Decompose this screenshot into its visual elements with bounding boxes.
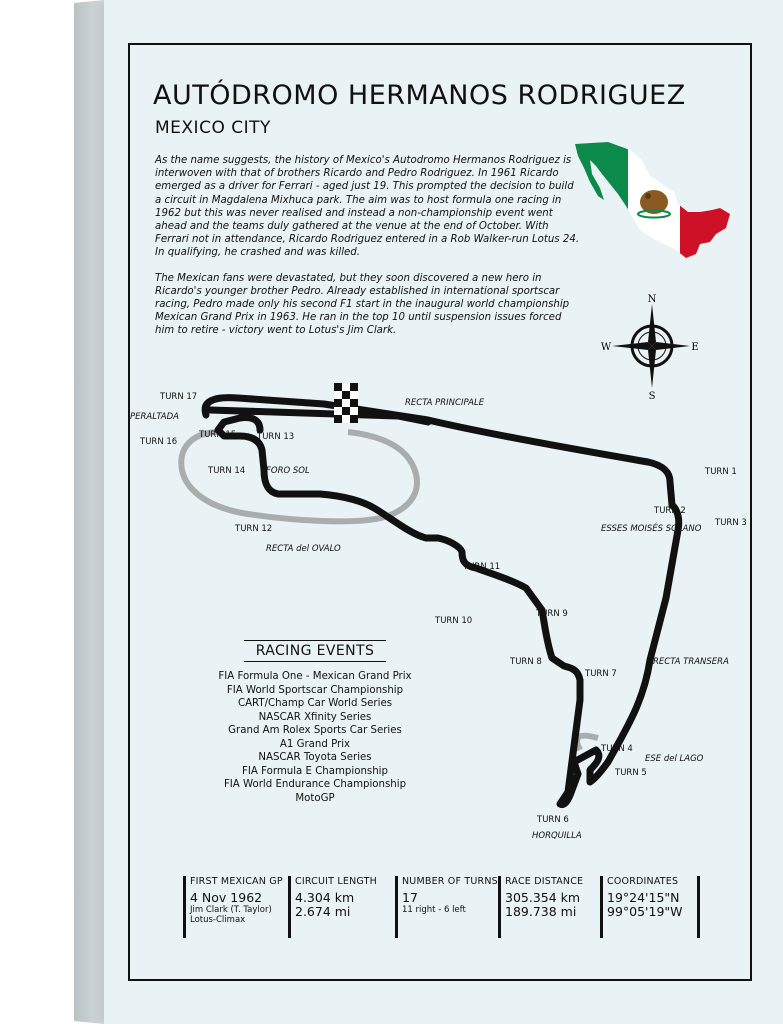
label-turn-10: TURN 10 <box>435 616 473 626</box>
label-esses-moises-solano: ESSES MOISÉS SOLANO <box>601 524 702 534</box>
stat-turns-detail: 11 right - 6 left <box>402 905 466 915</box>
circuit-stats-bar <box>0 876 783 946</box>
label-foro-sol: FORO SOL <box>266 466 310 476</box>
label-turn-2: TURN 2 <box>654 506 686 516</box>
list-item: NASCAR Toyota Series <box>258 752 372 763</box>
label-turn-12: TURN 12 <box>235 524 273 534</box>
label-turn-4: TURN 4 <box>601 744 633 754</box>
list-item: MotoGP <box>295 792 335 804</box>
compass-north: N <box>647 294 657 305</box>
label-turn-6: TURN 6 <box>537 815 569 825</box>
mexico-flag-map-icon <box>570 138 735 263</box>
racing-events-list <box>200 670 430 805</box>
label-turn-8: TURN 8 <box>510 657 542 667</box>
label-turn-17: TURN 17 <box>160 392 198 402</box>
label-turn-3: TURN 3 <box>715 518 747 528</box>
foro-sol-unused-loop <box>181 432 417 521</box>
label-horquilla: HORQUILLA <box>532 831 582 841</box>
label-turn-1: TURN 1 <box>705 467 737 477</box>
label-turn-15: TURN 15 <box>199 430 237 440</box>
stat-race-distance <box>498 876 583 938</box>
stat-distance-mi: 189.738 mi <box>505 904 577 919</box>
stat-first-gp-winner: Jim Clark (T. Taylor) <box>190 905 272 915</box>
poster-title: AUTÓDROMO HERMANOS RODRIGUEZ <box>153 80 686 111</box>
stats-end-divider <box>697 876 700 938</box>
list-item: FIA Formula E Championship <box>242 765 388 777</box>
label-recta-principale: RECTA PRINCIPALE <box>405 398 485 408</box>
stat-label: RACE DISTANCE <box>505 876 584 887</box>
label-peraltada: PERALTADA <box>130 412 179 422</box>
start-finish-flag-icon <box>334 383 358 423</box>
history-paragraph: The Mexican fans were devastated, but they soon discovered a new hero in Ricardo's younger brother Pedro. Already established in international sportscar racing, Pedro made only his second F1 start in the inaugural world championship Mexican Grand Prix in 1963. He ran in the top 10 until suspension issues forced him to retire - victory went to Lotus's Jim Clark. <box>155 272 570 337</box>
label-turn-16: TURN 16 <box>140 437 178 447</box>
stat-label: NUMBER OF TURNS <box>402 876 498 887</box>
flag-red-band <box>680 138 735 263</box>
list-item: FIA World Sportscar Championship <box>226 684 404 696</box>
stat-coords-lat: 19°24'15"N <box>607 890 680 905</box>
stat-turns-count: 17 <box>402 890 418 905</box>
list-item: Grand Am Rolex Sports Car Series <box>228 725 402 736</box>
poster-subtitle: MEXICO CITY <box>155 118 271 138</box>
history-text <box>155 154 580 350</box>
stat-label: COORDINATES <box>607 876 679 887</box>
label-turn-9: TURN 9 <box>536 609 568 619</box>
racing-events-title: RACING EVENTS <box>244 640 387 662</box>
stat-first-gp-date: 4 Nov 1962 <box>190 890 263 905</box>
label-turn-13: TURN 13 <box>257 432 295 442</box>
flag-green-band <box>570 138 628 263</box>
history-paragraph: As the name suggests, the history of Mexico's Autodromo Hermanos Rodriguez is interwoven with that of brothers Ricardo and Pedro Rodriguez. In 1961 Ricardo emerged as a driver for Ferrari - aged just 19. This prompted the decision to build a circuit in Magdalena Mixhuca park. The aim was to host formula one racing in 1962 but this was never realised and instead a non-championship event went ahead and the teams duly gathered at the venue at the end of October. With Ferrari not in attendance, Ricardo Rodriguez entered in a Rob Walker-run Lotus 24. In qualifying, he crashed and was killed. <box>155 155 580 259</box>
label-ese-del-lago: ESE del LAGO <box>645 754 704 764</box>
compass-west: W <box>600 342 612 353</box>
stat-first-gp-car: Lotus-Climax <box>190 915 246 925</box>
label-turn-5: TURN 5 <box>615 768 647 778</box>
canvas-side-edge <box>74 0 104 1024</box>
label-recta-transera: RECTA TRANSERA <box>653 657 729 667</box>
stat-coords-lon: 99°05'19"W <box>607 904 683 919</box>
stat-label: CIRCUIT LENGTH <box>295 876 377 887</box>
list-item: A1 Grand Prix <box>279 738 351 750</box>
stat-coordinates <box>600 876 683 938</box>
list-item: NASCAR Xfinity Series <box>258 711 372 723</box>
label-turn-7: TURN 7 <box>585 669 617 679</box>
stat-circuit-length <box>288 876 377 938</box>
list-item: FIA World Endurance Championship <box>223 779 407 790</box>
stat-number-of-turns <box>395 876 498 938</box>
compass-south: S <box>648 391 656 402</box>
stat-distance-km: 305.354 km <box>505 890 581 905</box>
label-recta-del-ovalo: RECTA del OVALO <box>266 544 341 554</box>
stat-length-km: 4.304 km <box>295 890 355 905</box>
label-turn-14: TURN 14 <box>208 466 246 476</box>
label-turn-11: TURN 11 <box>463 562 501 572</box>
racing-events <box>200 640 430 805</box>
stat-label: FIRST MEXICAN GP <box>190 876 283 887</box>
stat-length-mi: 2.674 mi <box>295 904 351 919</box>
list-item: CART/Champ Car World Series <box>237 698 393 709</box>
list-item: FIA Formula One - Mexican Grand Prix <box>218 671 412 682</box>
compass-east: E <box>691 342 699 353</box>
stat-first-gp <box>183 876 283 938</box>
